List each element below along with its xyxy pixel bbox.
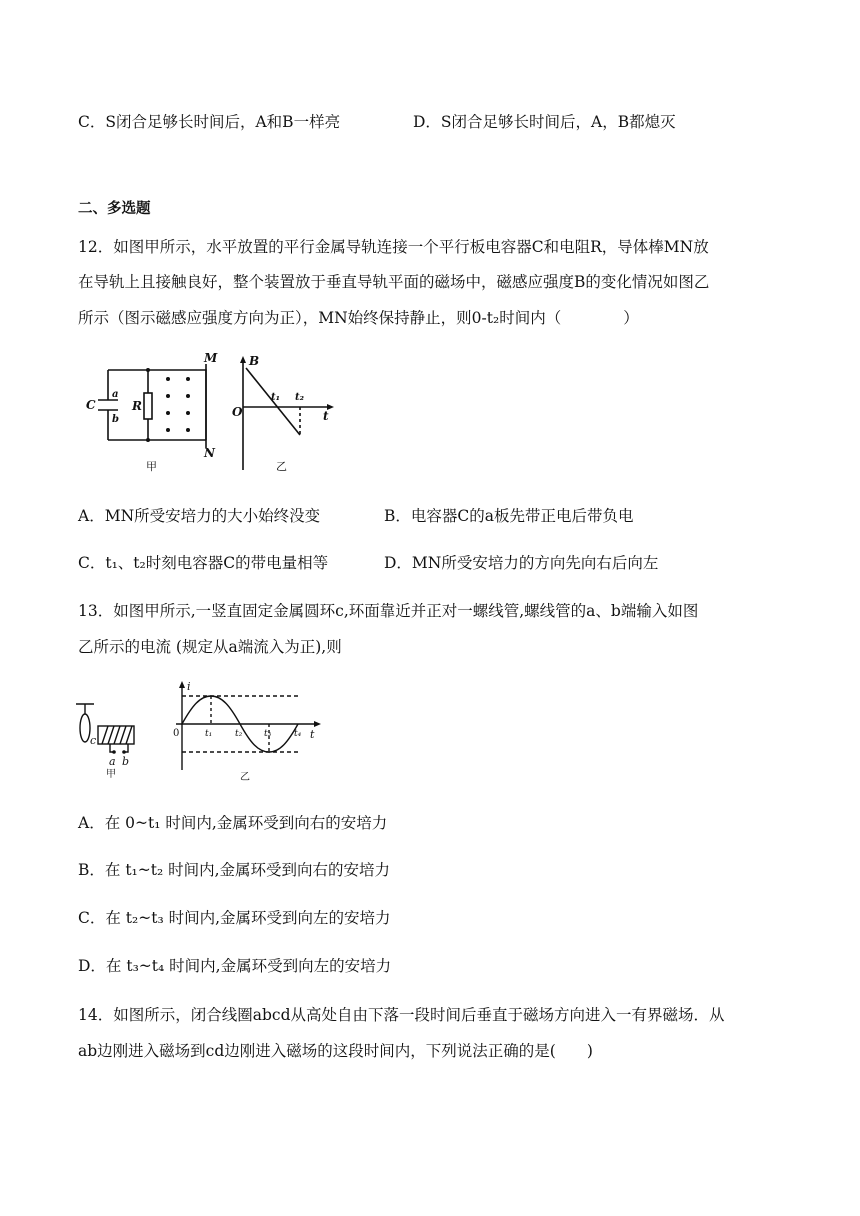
label-end-a: a (109, 755, 116, 768)
label-ring-c: c (90, 734, 97, 747)
q13-figure (72, 678, 332, 786)
label-t-axis: t (310, 728, 315, 741)
q14-stem-line-1: 14．如图所示，闭合线圈abcd从高处自由下落一段时间后垂直于磁场方向进入一有界磁场．从 (78, 1006, 725, 1024)
label-plate-a: a (112, 389, 119, 400)
q12-option-b: B．电容器C的a板先带正电后带负电 (384, 507, 634, 525)
q13-stem-line-2: 乙所示的电流 (规定从a端流入为正),则 (78, 638, 342, 656)
label-origin: 0 (173, 728, 180, 739)
label-t3: t₃ (264, 729, 272, 739)
label-t1: t₁ (271, 392, 280, 403)
q13-stem-line-1: 13．如图甲所示,一竖直固定金属圆环c,环面靠近并正对一螺线管,螺线管的a、b端输入如图 (78, 602, 699, 620)
q13-option-b: B．在 t₁~t₂ 时间内,金属环受到向右的安培力 (78, 861, 391, 879)
label-t2: t₂ (295, 392, 304, 403)
q13-option-a: A．在 0~t₁ 时间内,金属环受到向右的安培力 (78, 814, 388, 832)
q12-option-c: C．t₁、t₂时刻电容器C的带电量相等 (78, 554, 329, 572)
label-end-b: b (122, 755, 130, 768)
label-t4: t₄ (294, 729, 302, 739)
label-m: M (204, 351, 218, 365)
caption-jia: 甲 (146, 460, 157, 473)
label-t2: t₂ (235, 729, 243, 739)
q11-option-c: C．S闭合足够长时间后，A和B一样亮 (78, 113, 341, 131)
q13-option-c: C．在 t₂~t₃ 时间内,金属环受到向左的安培力 (78, 909, 391, 927)
caption-jia: 甲 (106, 769, 116, 780)
q12-option-a: A．MN所受安培力的大小始终没变 (78, 507, 321, 525)
label-plate-b: b (112, 414, 119, 425)
label-t-axis: t (323, 409, 329, 423)
q12-stem-line-3: 所示（图示磁感应强度方向为正），MN始终保持静止，则0-t₂时间内（ ） (78, 309, 639, 327)
q12-figure (80, 350, 350, 475)
label-i-axis: i (187, 680, 191, 693)
caption-yi: 乙 (240, 772, 250, 783)
q12-stem-line-1: 12．如图甲所示，水平放置的平行金属导轨连接一个平行板电容器C和电阻R，导体棒MN放 (78, 238, 709, 256)
caption-yi: 乙 (276, 460, 287, 473)
label-resistor: R (132, 399, 142, 413)
q14-stem-line-2: ab边刚进入磁场到cd边刚进入磁场的这段时间内，下列说法正确的是( ) (78, 1042, 593, 1060)
label-origin: O (232, 405, 243, 419)
q11-option-d: D．S闭合足够长时间后，A，B都熄灭 (413, 113, 676, 131)
label-n: N (204, 446, 215, 460)
q13-option-d: D．在 t₃~t₄ 时间内,金属环受到向左的安培力 (78, 957, 392, 975)
label-t1: t₁ (205, 729, 213, 739)
label-b-axis: B (249, 354, 260, 368)
section-heading: 二、多选题 (78, 201, 151, 217)
label-capacitor: C (86, 398, 96, 412)
q12-stem-line-2: 在导轨上且接触良好，整个装置放于垂直导轨平面的磁场中，磁感应强度B的变化情况如图乙 (78, 273, 710, 291)
q12-option-d: D．MN所受安培力的方向先向右后向左 (384, 554, 659, 572)
